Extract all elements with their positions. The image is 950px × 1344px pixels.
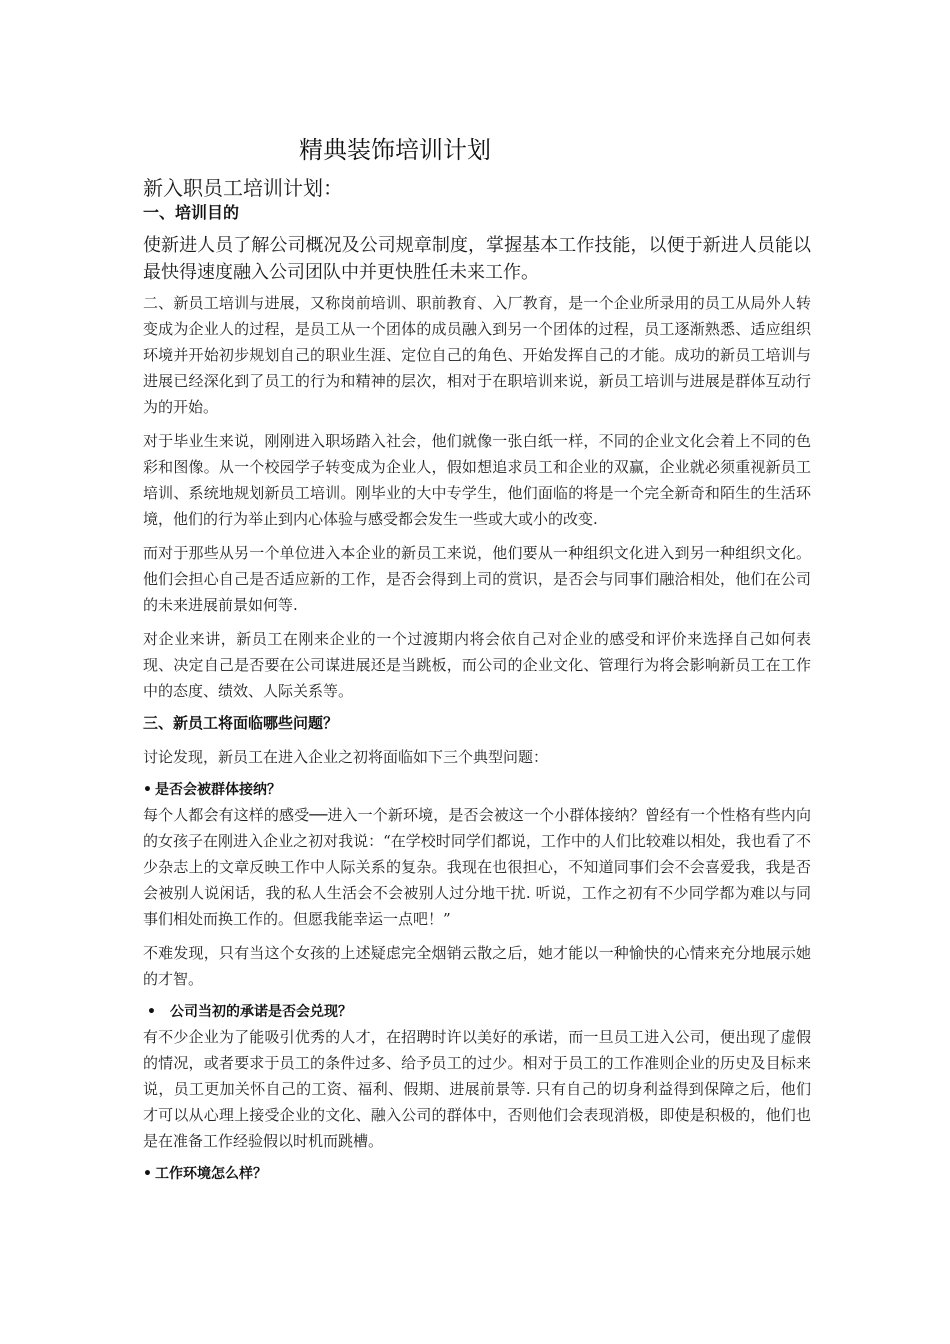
bullet-icon: • xyxy=(147,1004,156,1020)
bullet-icon: • xyxy=(143,1166,152,1182)
plan-title: 新入职员工培训计划： xyxy=(143,176,343,200)
document-title: 精典装饰培训计划 xyxy=(299,136,491,164)
paragraph-graduates: 对于毕业生来说，刚刚进入职场踏入社会，他们就像一张白纸一样，不同的企业文化会着上不同的色彩和图像。从一个校园学子转变成为企业人，假如想追求员工和企业的双赢，企业就必须重视新员工培训、系统地规划新员工培训。刚毕业的大中专学生，他们面临的将是一个完全新奇和陌生的生活环境，他们的行为举止到内心体验与感受都会发生一些或大或小的改变. xyxy=(143,432,811,528)
paragraph-company-perspective: 对企业来讲，新员工在刚来企业的一个过渡期内将会依自己对企业的感受和评价来选择自己如何表现、决定自己是否要在公司谋进展还是当跳板，而公司的企业文化、管理行为将会影响新员工在工作中的态度、绩效、人际关系等。 xyxy=(143,630,811,700)
question-title: 是否会被群体接纳？ xyxy=(154,782,281,798)
paragraph-onboarding-definition: 二、新员工培训与进展，又称岗前培训、职前教育、入厂教育，是一个企业所录用的员工从局外人转变成为企业人的过程，是员工从一个团体的成员融入到另一个团体的过程，员工逐渐熟悉、适应组织环境并开始初步规划自己的职业生涯、定位自己的角色、开始发挥自己的才能。成功的新员工培训与进展已经深化到了员工的行为和精神的层次，相对于在职培训来说，新员工培训与进展是群体互动行为的开始。 xyxy=(143,294,811,416)
question-body-promises: 有不少企业为了能吸引优秀的人才，在招聘时许以美好的承诺，而一旦员工进入公司，便出现了虚假的情况，或者要求于员工的条件过多、给予员工的过少。相对于员工的工作准则企业的历史及目标来说，员工更加关怀自己的工资、福利、假期、进展前景等. 只有自己的切身利益得到保障之后，他们才可以从心理上接受企业的文化、融入公司的群体中，否则他们会表现消极，即使是积极的，他们也是在准备工作经验假以时机而跳槽。 xyxy=(143,1028,811,1150)
question-followup-acceptance: 不难发现，只有当这个女孩的上述疑虑完全烟销云散之后，她才能以一种愉快的心情来充分地展示她的才智。 xyxy=(143,944,811,988)
question-title: 公司当初的承诺是否会兑现？ xyxy=(169,1004,352,1020)
question-body-acceptance: 每个人都会有这样的感受──进入一个新环境，是否会被这一个小群体接纳？曾经有一个性格有些内向的女孩子在刚进入企业之初对我说：“在学校时同学们都说，工作中的人们比较难以相处，我也看了不少杂志上的文章反映工作中人际关系的复杂。我现在也很担心，不知道同事们会不会喜爱我，我是否会被别人说闲话，我的私人生活会不会被别人过分地干扰. 听说，工作之初有不少同学都为难以与同事们相处而换工作的。但愿我能幸运一点吧！” xyxy=(143,806,811,928)
paragraph-transfer-employees: 而对于那些从另一个单位进入本企业的新员工来说，他们要从一种组织文化进入到另一种组织文化。他们会担心自己是否适应新的工作，是否会得到上司的赏识，是否会与同事们融洽相处，他们在公司的未来进展前景如何等. xyxy=(143,544,811,614)
document-body xyxy=(143,174,811,1186)
question-title: 工作环境怎么样？ xyxy=(154,1166,267,1182)
section-heading-purpose: 一、培训目的 xyxy=(143,203,240,222)
question-heading-environment xyxy=(143,1162,811,1186)
question-heading-acceptance xyxy=(143,778,811,802)
section-heading-problems: 三、新员工将面临哪些问题？ xyxy=(143,714,339,732)
bullet-icon: • xyxy=(143,782,152,798)
question-heading-promises xyxy=(143,1000,811,1024)
problems-intro: 讨论发现，新员工在进入企业之初将面临如下三个典型问题： xyxy=(143,748,549,766)
purpose-paragraph: 使新进人员了解公司概况及公司规章制度，掌握基本工作技能，以便于新进人员能以最快得速度融入公司团队中并更快胜任未来工作。 xyxy=(143,235,811,283)
